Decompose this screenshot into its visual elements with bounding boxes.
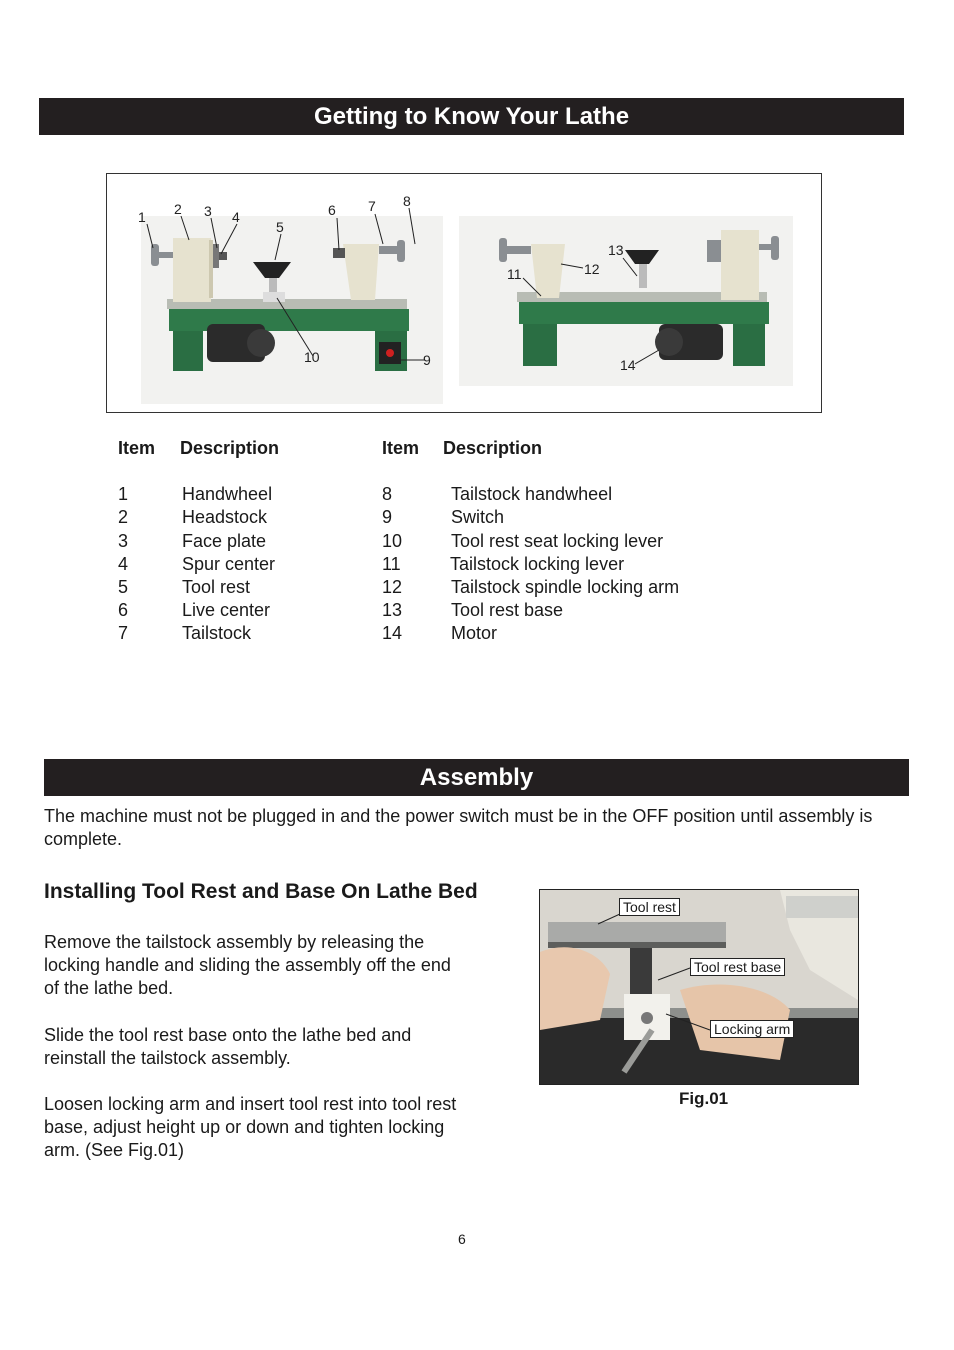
lathe-parts-figure	[106, 173, 822, 413]
callout-6: 6	[328, 202, 336, 218]
part-item-number: 3	[118, 531, 129, 551]
part-item-number: 10	[382, 531, 403, 551]
part-item-number: 13	[382, 600, 403, 620]
part-item-number: 8	[382, 484, 393, 504]
label-locking-arm: Locking arm	[710, 1020, 794, 1038]
part-description: Tailstock handwheel	[451, 484, 613, 504]
table-header-description-right: Description	[443, 438, 543, 458]
callout-9: 9	[423, 352, 431, 368]
part-item-number: 2	[118, 507, 129, 527]
callout-4: 4	[232, 209, 240, 225]
callout-13: 13	[608, 242, 624, 258]
label-tool-rest: Tool rest	[619, 898, 680, 916]
tool-rest-illustration	[540, 890, 858, 1084]
table-header-item-left: Item	[118, 438, 156, 458]
part-description: Tailstock locking lever	[450, 554, 625, 574]
part-description: Face plate	[182, 531, 267, 551]
callout-11: 11	[507, 266, 522, 282]
label-tool-rest-base: Tool rest base	[690, 958, 785, 976]
instruction-paragraph-1: Remove the tailstock assembly by releasing the locking handle and sliding the assembly off the end of the lathe bed.	[44, 932, 451, 998]
part-item-number: 5	[118, 577, 129, 597]
section-title-text: Getting to Know Your Lathe	[313, 102, 630, 130]
lathe-illustrations	[107, 174, 821, 412]
part-item-number: 6	[118, 600, 129, 620]
callout-10: 10	[304, 349, 320, 365]
part-description: Tailstock spindle locking arm	[451, 577, 680, 597]
subheading-installing-tool-rest: Installing Tool Rest and Base On Lathe Bed	[44, 880, 478, 903]
table-header-description-left: Description	[180, 438, 280, 458]
part-description: Headstock	[182, 507, 268, 527]
part-item-number: 1	[118, 484, 129, 504]
part-description: Tool rest	[182, 577, 251, 597]
part-description: Tool rest base	[451, 600, 564, 620]
callout-14: 14	[620, 357, 636, 373]
part-item-number: 12	[382, 577, 403, 597]
callout-2: 2	[174, 201, 182, 217]
part-description: Handwheel	[182, 484, 273, 504]
part-description: Motor	[451, 623, 498, 643]
figure-caption: Fig.01	[679, 1089, 729, 1108]
page-number: 6	[458, 1231, 466, 1247]
part-description: Tailstock	[182, 623, 252, 643]
part-item-number: 14	[382, 623, 403, 643]
part-description: Tool rest seat locking lever	[451, 531, 664, 551]
callout-7: 7	[368, 198, 376, 214]
fig01-photo	[539, 889, 859, 1085]
assembly-warning: The machine must not be plugged in and the power switch must be in the OFF position until assembly is complete.	[44, 806, 873, 849]
part-item-number: 9	[382, 507, 393, 527]
section-title-assembly	[44, 759, 909, 796]
section-title-text: Assembly	[419, 763, 534, 791]
instruction-paragraph-2: Slide the tool rest base onto the lathe bed and reinstall the tailstock assembly.	[44, 1025, 412, 1068]
instruction-paragraph-3: Loosen locking arm and insert tool rest into tool rest base, adjust height up or down and tighten locking arm. (See Fig.01)	[44, 1094, 457, 1160]
part-description: Spur center	[182, 554, 276, 574]
part-description: Switch	[451, 507, 505, 527]
callout-3: 3	[204, 203, 212, 219]
callout-12: 12	[584, 261, 600, 277]
callout-8: 8	[403, 193, 411, 209]
part-item-number: 7	[118, 623, 129, 643]
table-header-item-right: Item	[382, 438, 420, 458]
part-item-number: 11	[382, 554, 401, 574]
part-item-number: 4	[118, 554, 129, 574]
part-description: Live center	[182, 600, 271, 620]
callout-5: 5	[276, 219, 284, 235]
callout-1: 1	[138, 209, 146, 225]
section-title-getting-to-know	[39, 98, 904, 135]
